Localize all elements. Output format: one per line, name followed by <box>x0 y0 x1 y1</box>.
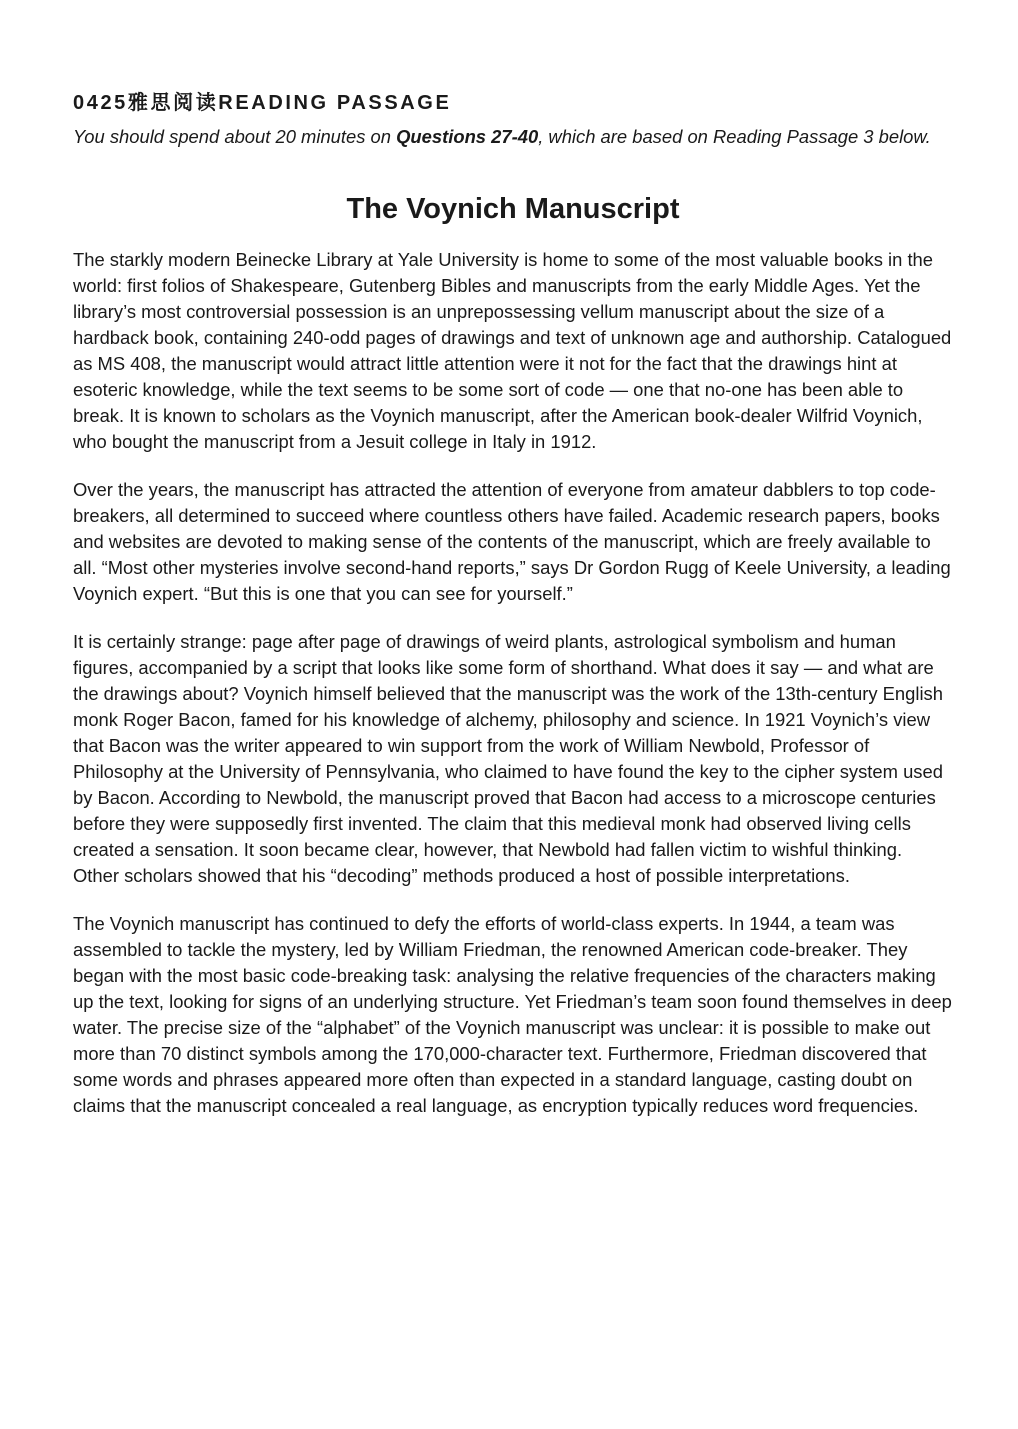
paragraph-2: Over the years, the manuscript has attracted the attention of everyone from amateur dabblers to top code-breakers, all determined to succeed where countless others have failed. Academic research papers, books and websites are devoted to making sense of the contents of the manuscript, which are freely available to all. “Most other mysteries involve second-hand reports,” says Dr Gordon Rugg of Keele University, a leading Voynich expert. “But this is one that you can see for yourself.” <box>73 479 951 604</box>
paragraph-4: The Voynich manuscript has continued to defy the efforts of world-class experts. In 1944, a team was assembled to tackle the mystery, led by William Friedman, the renowned American code-breaker. They began with the most basic code-breaking task: analysing the relative frequencies of the characters making up the text, looking for signs of an underlying structure. Yet Friedman’s team soon found themselves in deep water. The precise size of the “alphabet” of the Voynich manuscript was unclear: it is possible to make out more than 70 distinct symbols among the 170,000-character text. Furthermore, Friedman discovered that some words and phrases appeared more often than expected in a standard language, casting doubt on claims that the manuscript concealed a real language, as encryption typically reduces word frequencies. <box>73 913 952 1116</box>
instruction-text <box>73 124 953 150</box>
document-page <box>73 88 953 1119</box>
instruction-after: , which are based on Reading Passage 3 below. <box>538 126 931 147</box>
article-title: The Voynich Manuscript <box>346 193 680 225</box>
passage-header: 0425雅思阅读READING PASSAGE <box>73 92 452 114</box>
instruction-questions: Questions 27-40 <box>396 126 539 147</box>
paragraph-3: It is certainly strange: page after page of drawings of weird plants, astrological symbolism and human figures, accompanied by a script that looks like some form of shorthand. What does it say — and what are the drawings about? Voynich himself believed that the manuscript was the work of the 13th-century English monk Roger Bacon, famed for his knowledge of alchemy, philosophy and science. In 1921 Voynich’s view that Bacon was the writer appeared to win support from the work of William Newbold, Professor of Philosophy at the University of Pennsylvania, who claimed to have found the key to the cipher system used by Bacon. According to Newbold, the manuscript proved that Bacon had access to a microscope centuries before they were supposedly first invented. The claim that this medieval monk had observed living cells created a sensation. It soon became clear, however, that Newbold had fallen victim to wishful thinking. Other scholars showed that his “decoding” methods produced a host of possible interpretations. <box>73 631 943 886</box>
instruction-before: You should spend about 20 minutes on <box>73 126 397 147</box>
paragraph-1: The starkly modern Beinecke Library at Yale University is home to some of the most valuable books in the world: first folios of Shakespeare, Gutenberg Bibles and manuscripts from the early Middle Ages. Yet the library’s most controversial possession is an unprepossessing vellum manuscript about the size of a hardback book, containing 240-odd pages of drawings and text of unknown age and authorship. Catalogued as MS 408, the manuscript would attract little attention were it not for the fact that the drawings hint at esoteric knowledge, while the text seems to be some sort of code — one that no-one has been able to break. It is known to scholars as the Voynich manuscript, after the American book-dealer Wilfrid Voynich, who bought the manuscript from a Jesuit college in Italy in 1912. <box>73 249 952 452</box>
